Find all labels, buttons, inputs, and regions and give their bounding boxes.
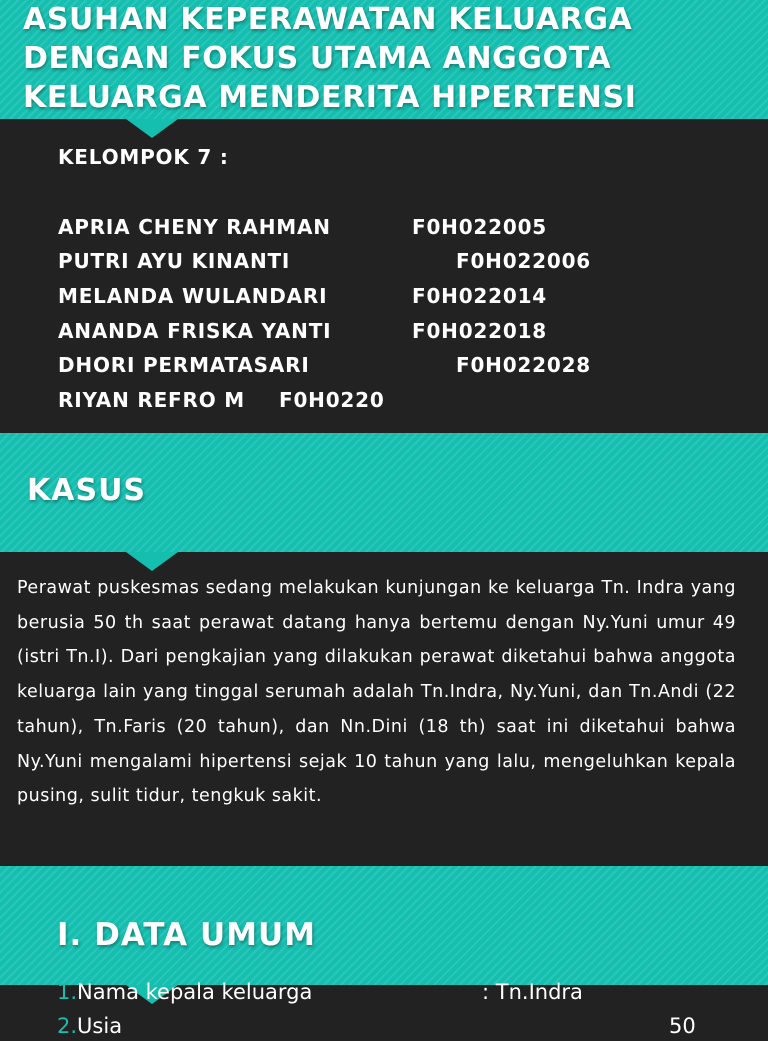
member-id: F0H0220	[279, 388, 385, 412]
data-item-value: : Tn.Indra	[482, 980, 583, 1004]
banner-notch	[126, 119, 178, 138]
slide-title	[23, 0, 753, 117]
kasus-heading: KASUS	[27, 473, 147, 508]
member-id: F0H022018	[412, 319, 548, 343]
member-name: ANANDA FRISKA YANTI	[58, 319, 332, 343]
member-name: MELANDA WULANDARI	[58, 284, 328, 308]
data-item-label: Nama kepala keluarga	[77, 980, 313, 1004]
data-item	[57, 977, 583, 1007]
kasus-text: Perawat puskesmas sedang melakukan kunjungan ke keluarga Tn. Indra yang berusia 50 th saat perawat datang hanya bertemu dengan Ny.Yuni umur 49 (istri Tn.I). Dari pengkajian yang dilakukan perawat diketahui bahwa anggota keluarga lain yang tinggal serumah adalah Tn.Indra, Ny.Yuni, dan Tn.Andi (22 tahun), Tn.Faris (20 tahun), dan Nn.Dini (18 th) saat ini diketahui bahwa Ny.Yuni mengalami hipertensi sejak 10 tahun yang lalu, mengeluhkan kepala pusing, sulit tidur, tengkuk sakit.	[17, 578, 736, 807]
slide-title-line-1: ASUHAN KEPERAWATAN KELUARGA	[23, 2, 633, 37]
member-id: F0H022006	[456, 249, 592, 273]
member-name: PUTRI AYU KINANTI	[58, 249, 291, 273]
slide-title-line-2: DENGAN FOKUS UTAMA ANGGOTA	[23, 41, 612, 76]
member-name: DHORI PERMATASARI	[58, 353, 310, 377]
data-item-number: 2.	[57, 1014, 78, 1038]
member-name: RIYAN REFRO M	[58, 388, 245, 412]
banner-notch	[126, 552, 178, 571]
kasus-banner	[0, 433, 768, 552]
member-id: F0H022028	[456, 353, 592, 377]
data-item-number: 1.	[57, 980, 78, 1004]
title-banner	[0, 0, 768, 119]
slide-title-line-3: KELUARGA MENDERITA HIPERTENSI	[23, 80, 637, 115]
data-item	[57, 1011, 696, 1041]
member-id: F0H022014	[412, 284, 548, 308]
data-umum-heading: I. DATA UMUM	[57, 917, 316, 953]
data-item-label: Usia	[77, 1014, 123, 1038]
data-item-value: 50	[669, 1014, 696, 1038]
member-id: F0H022005	[412, 215, 548, 239]
data-umum-banner	[0, 866, 768, 985]
member-name: APRIA CHENY RAHMAN	[58, 215, 331, 239]
group-heading: KELOMPOK 7 :	[58, 145, 229, 169]
